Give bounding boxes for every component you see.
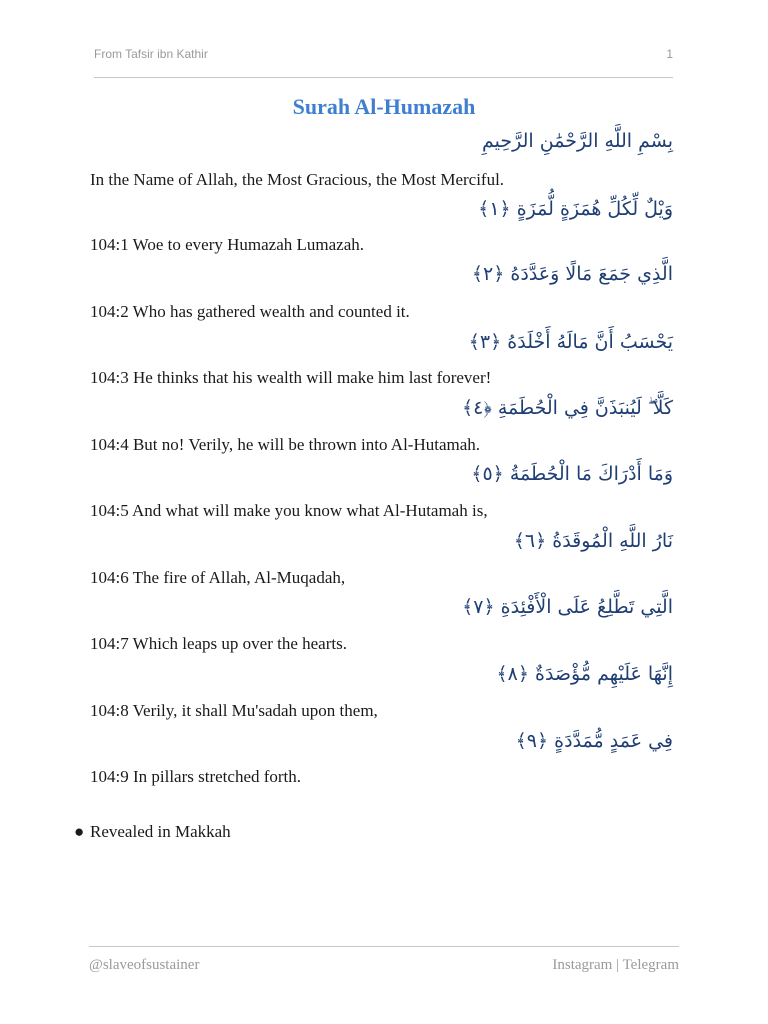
verse-8-english: 104:8 Verily, it shall Mu'sadah upon them,: [90, 701, 378, 720]
verse-6-arabic: نَارُ اللَّهِ الْمُوقَدَةُ ﴿٦﴾: [513, 530, 673, 552]
verse-6-english: 104:6 The fire of Allah, Al-Muqadah,: [90, 568, 346, 587]
verse-3-arabic: يَحْسَبُ أَنَّ مَالَهُ أَخْلَدَهُ ﴿٣﴾: [468, 331, 673, 353]
revelation-note-text: Revealed in Makkah: [90, 822, 231, 841]
verse-2-english: 104:2 Who has gathered wealth and counted it.: [90, 302, 410, 321]
verse-3-english: 104:3 He thinks that his wealth will make him last forever!: [90, 368, 492, 387]
page-title: Surah Al-Humazah: [292, 94, 476, 119]
verse-2-arabic: الَّذِي جَمَعَ مَالًا وَعَدَّدَهُ ﴿٢﴾: [471, 263, 673, 285]
verse-9-english: 104:9 In pillars stretched forth.: [90, 767, 302, 786]
verse-4-english: 104:4 But no! Verily, he will be thrown into Al-Hutamah.: [90, 435, 481, 454]
header-source: From Tafsir ibn Kathir: [94, 47, 208, 61]
basmala-english: In the Name of Allah, the Most Gracious, the Most Merciful.: [90, 170, 505, 189]
revelation-note: [74, 822, 231, 842]
page-header: [94, 44, 673, 78]
verse-1-english: 104:1 Woe to every Humazah Lumazah.: [90, 235, 365, 254]
basmala-arabic: بِسْمِ اللَّهِ الرَّحْمَٰنِ الرَّحِيمِ: [482, 130, 673, 152]
verse-7-arabic: الَّتِي تَطَّلِعُ عَلَى الْأَفْئِدَةِ ﴿٧﴾: [462, 596, 673, 618]
verse-8-arabic: إِنَّهَا عَلَيْهِم مُّؤْصَدَةٌ ﴿٨﴾: [496, 663, 673, 685]
footer-handle[interactable]: @slaveofsustainer: [89, 957, 200, 973]
footer-links[interactable]: Instagram | Telegram: [552, 957, 679, 973]
verse-1-arabic: وَيْلٌ لِّكُلِّ هُمَزَةٍ لُّمَزَةٍ ﴿١﴾: [478, 198, 673, 220]
verse-5-arabic: وَمَا أَدْرَاكَ مَا الْحُطَمَةُ ﴿٥﴾: [471, 463, 673, 485]
verse-5-english: 104:5 And what will make you know what Al-Hutamah is,: [90, 501, 488, 520]
bullet-dot-icon: ●: [74, 822, 85, 841]
verse-4-arabic: كَلَّا ۖ لَيُنبَذَنَّ فِي الْحُطَمَةِ ﴿٤﴾: [462, 397, 673, 419]
verse-7-english: 104:7 Which leaps up over the hearts.: [90, 634, 347, 653]
header-page-number: 1: [666, 47, 673, 61]
page-footer: [89, 946, 679, 987]
verse-9-arabic: فِي عَمَدٍ مُّمَدَّدَةٍ ﴿٩﴾: [515, 730, 673, 752]
